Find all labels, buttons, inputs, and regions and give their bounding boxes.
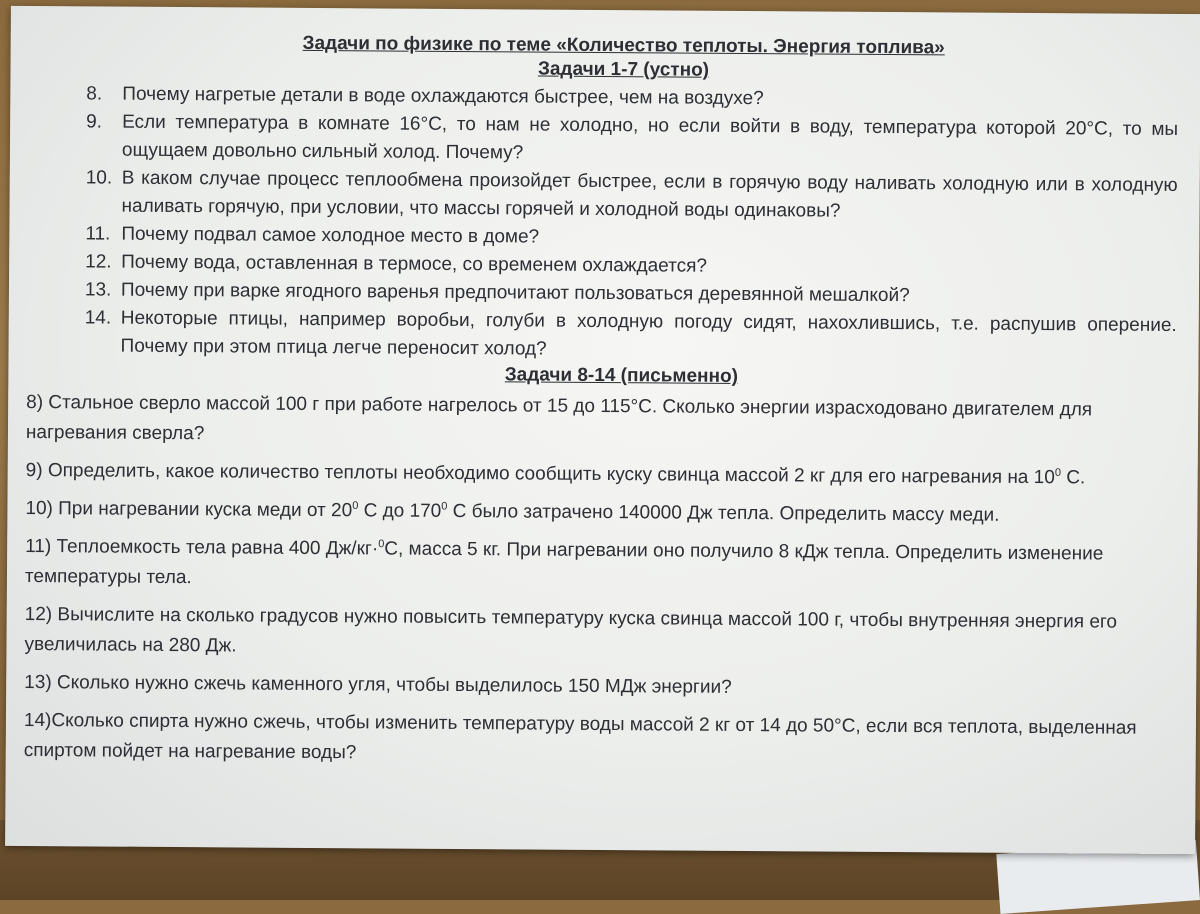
question-text: Если температура в комнате 16°С, то нам не холодно, но если войти в воду, температура которой 20°С, то мы ощущаем довольно сильный холод. Почему? xyxy=(121,111,1179,164)
question-text: Почему подвал самое холодное место в доме? xyxy=(121,223,540,248)
written-question-13: 13) Сколько нужно сжечь каменного угля, чтобы выделилось 150 МДж энергии? xyxy=(24,671,732,698)
question-number: 11. xyxy=(85,223,111,245)
question-text: В каком случае процесс теплообмена произойдет быстрее, если в горячую воду наливать холодную или в холодную наливать горячую, при условии, что массы горячей и холодной воды одинаковы? xyxy=(121,167,1178,222)
written-question-9 xyxy=(26,456,1176,494)
question-number: 14. xyxy=(84,307,112,329)
question-text: Почему нагретые детали в воде охлаждаются быстрее, чем на воздухе? xyxy=(122,83,764,110)
question-number: 12. xyxy=(85,251,112,273)
question-text: С до 170 xyxy=(358,500,442,522)
question-text: Некоторые птицы, например воробьи, голуби в холодную погоду сидят, нахохлившись, т.е. распушив оперение. Почему при этом птица легче переносит холод? xyxy=(120,307,1177,360)
degree-sup: 0 xyxy=(441,500,448,513)
oral-question xyxy=(85,164,1177,228)
question-text: С, масса 5 кг. При нагревании оно получило 8 кДж тепла. Определить изменение температуры тела. xyxy=(24,538,1104,589)
written-heading: Задачи 8-14 (письменно) xyxy=(504,364,739,387)
question-text: С было затрачено 140000 Дж тепла. Определить массу меди. xyxy=(447,500,1000,526)
oral-question xyxy=(84,304,1176,368)
degree-sup: 0 xyxy=(1054,466,1062,479)
degree-sup: 0 xyxy=(352,499,359,512)
worksheet-page xyxy=(5,6,1200,854)
oral-question xyxy=(86,108,1178,172)
question-number: 8. xyxy=(86,83,103,105)
worksheet-content xyxy=(24,30,1179,782)
oral-heading: Задачи 1-7 (устно) xyxy=(537,58,710,81)
question-text: Почему вода, оставленная в термосе, со временем охлаждается? xyxy=(121,251,708,277)
written-question-12: 12) Вычислите на сколько градусов нужно повысить температуру куска свинца массой 100 г, чтобы внутренняя энергия его увеличилась на 280 Дж. xyxy=(24,603,1118,657)
written-question-8: 8) Стальное сверло массой 100 г при работе нагрелось от 15 до 115°С. Сколько энергии израсходовано двигателем для нагревания сверла? xyxy=(25,391,1093,445)
question-text: 10) При нагревании куска меди от 20 xyxy=(25,497,353,522)
written-questions xyxy=(24,388,1177,774)
question-number: 9. xyxy=(86,111,103,133)
question-text: Почему при варке ягодного варенья предпочитают пользоваться деревянной мешалкой? xyxy=(120,279,910,307)
question-text: 11) Теплоемкость тела равна 400 Дж/кг· xyxy=(25,535,379,560)
written-question-14: 14)Сколько спирта нужно сжечь, чтобы изменить температуру воды массой 2 кг от 14 до 50°С, если вся теплота, выделенная спиртом пойдет на нагревание воды? xyxy=(23,709,1137,764)
question-text: С. xyxy=(1060,467,1086,489)
written-question-10 xyxy=(25,494,1175,532)
degree-sup: 0 xyxy=(378,538,385,551)
question-number: 10. xyxy=(85,167,113,189)
question-number: 13. xyxy=(84,279,112,301)
written-question-11 xyxy=(25,532,1175,600)
oral-questions xyxy=(84,80,1178,368)
page-title: Задачи по физике по теме «Количество теплоты. Энергия топлива» xyxy=(302,32,945,59)
question-text: 9) Определить, какое количество теплоты необходимо сообщить куску свинца массой 2 кг для его нагревания на 10 xyxy=(25,459,1055,489)
